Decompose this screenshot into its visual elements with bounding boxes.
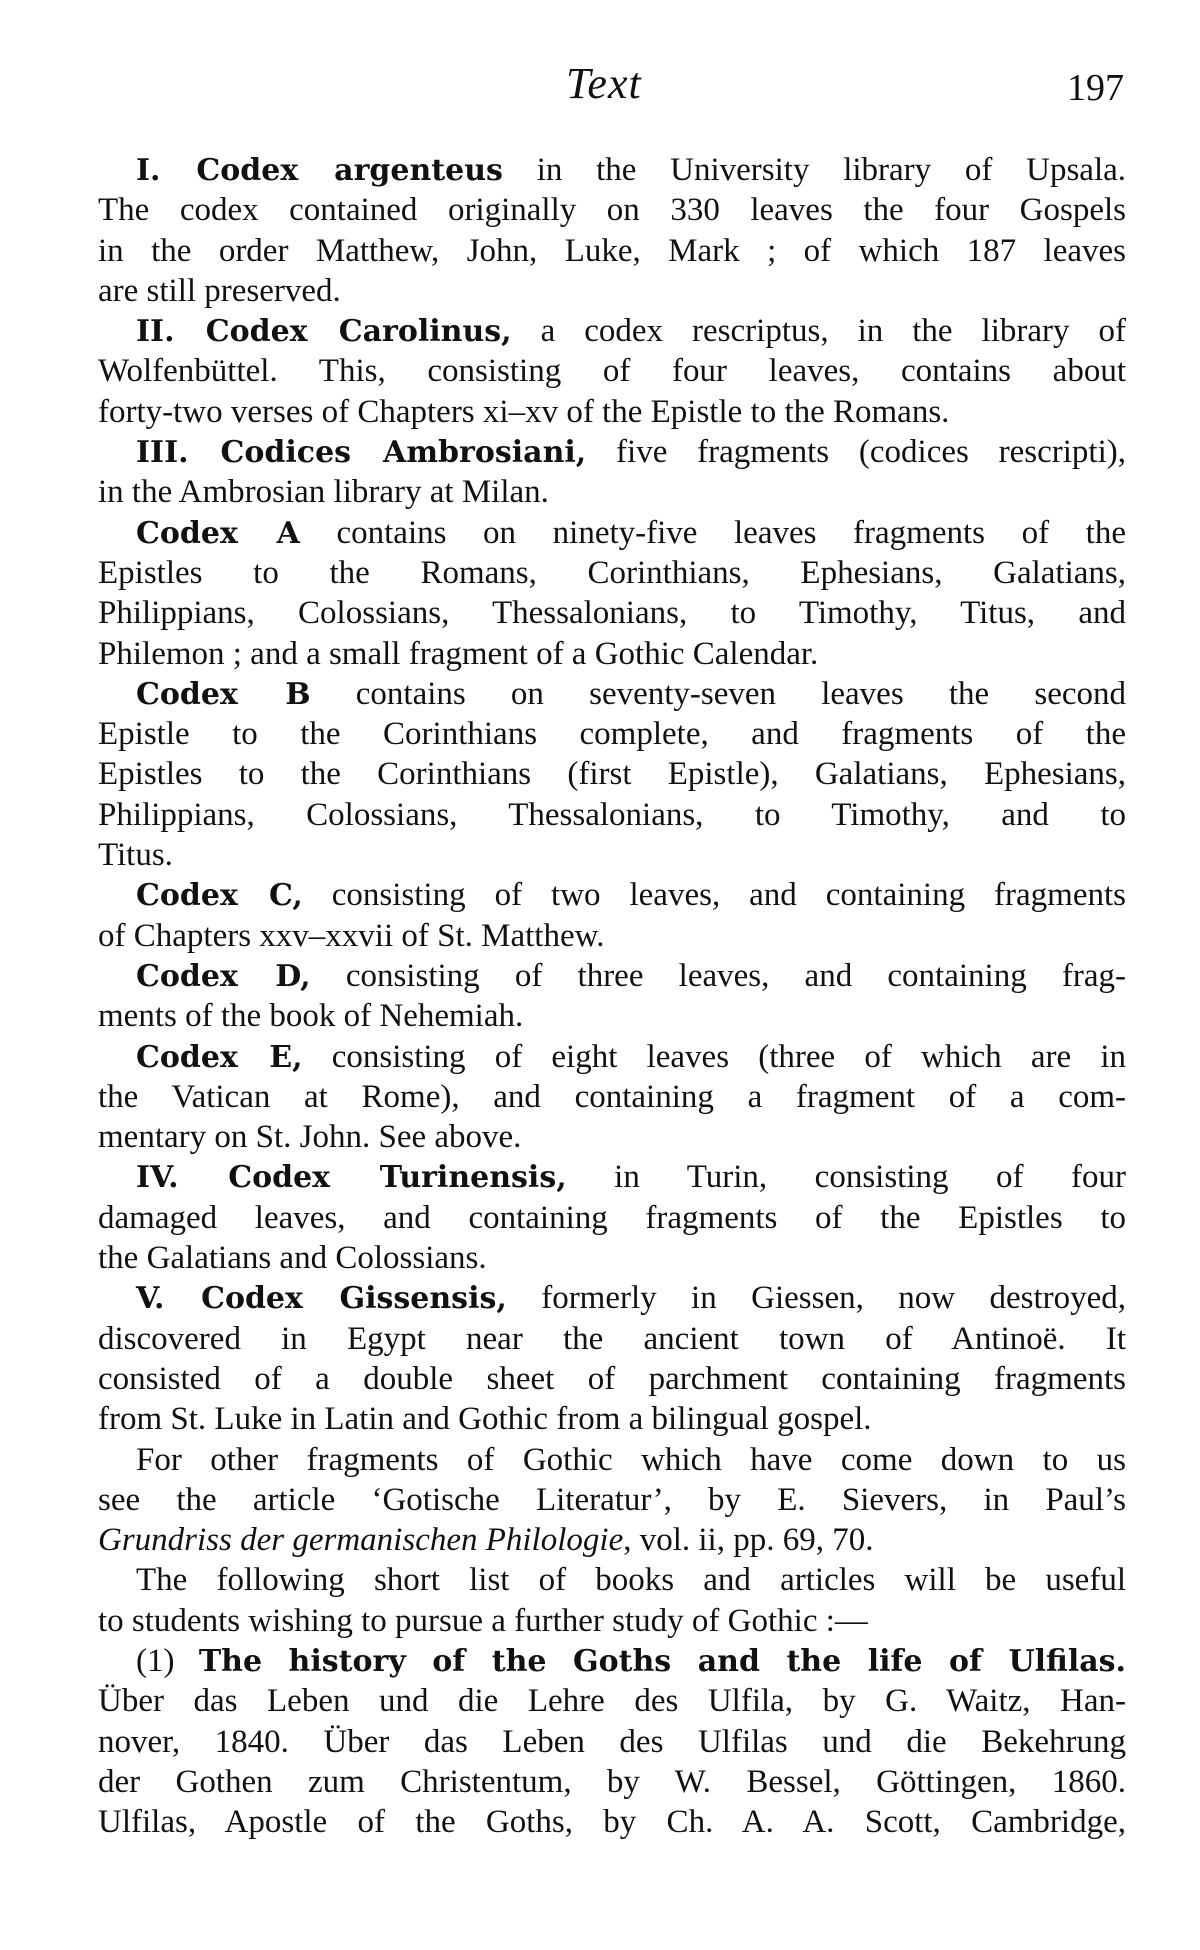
running-head (0, 58, 1200, 108)
body-text: formerly in Giessen, now destroyed, (506, 1280, 1127, 1317)
text-line (98, 1762, 1126, 1802)
body-text: in the order Matthew, John, Luke, Mark ; of which 187 leaves (98, 232, 1126, 269)
text-line (98, 1802, 1126, 1842)
text-line (98, 916, 1126, 956)
text-line (98, 271, 1126, 311)
body-text: nover, 1840. Über das Leben des Ulfilas und die Bekehrung (98, 1723, 1126, 1760)
bold-heading-text: IV. Codex Turinensis, (136, 1160, 567, 1196)
running-head-title: Text (566, 59, 642, 108)
body-text: Wolfenbüttel. This, consisting of four leaves, contains about (98, 353, 1126, 390)
text-line (98, 1601, 1126, 1641)
text-line (98, 674, 1126, 714)
text-line (98, 1641, 1126, 1681)
body-text: Epistles to the Corinthians (first Epistle), Galatians, Ephesians, (98, 756, 1126, 793)
text-line (98, 1440, 1126, 1480)
text-line (98, 1117, 1126, 1157)
text-line (98, 1077, 1126, 1117)
body-text: der Gothen zum Christentum, by W. Bessel, Göttingen, 1860. (98, 1763, 1126, 1800)
text-line (98, 311, 1126, 351)
text-line (98, 190, 1126, 230)
body-text: consisting of eight leaves (three of which are in (302, 1038, 1126, 1075)
body-text: contains on seventy-seven leaves the second (310, 675, 1126, 712)
text-line (98, 1520, 1126, 1560)
text-line (98, 714, 1126, 754)
body-text: (1) (136, 1642, 199, 1679)
italic-title-text: Grundriss der germanischen Philologie (98, 1522, 624, 1559)
body-text: forty-two verses of Chapters xi–xv of the Epistle to the Romans. (98, 393, 950, 430)
text-line (98, 1480, 1126, 1520)
text-line (98, 472, 1126, 512)
text-line (98, 1681, 1126, 1721)
bold-heading-text: Codex D, (136, 958, 311, 994)
body-text: see the article ‘Gotische Literatur’, by E. Sievers, in Paul’s (98, 1481, 1126, 1518)
body-text: in Turin, consisting of four (566, 1159, 1126, 1196)
body-text: Philemon ; and a small fragment of a Gothic Calendar. (98, 635, 819, 672)
bold-heading-text: The history of the Goths and the life of Ulfilas. (198, 1643, 1126, 1679)
bold-heading-text: Codex C, (136, 878, 303, 914)
body-text: a codex rescriptus, in the library of (511, 313, 1126, 350)
bold-heading-text: III. Codices Ambrosiani, (136, 435, 587, 471)
text-line (98, 553, 1126, 593)
body-text: Über das Leben und die Lehre des Ulfila, by G. Waitz, Han- (98, 1683, 1126, 1720)
body-text: of Chapters xxv–xxvii of St. Matthew. (98, 917, 605, 954)
text-line (98, 1157, 1126, 1197)
body-text: contains on ninety-five leaves fragments of the (299, 514, 1126, 551)
text-line (98, 835, 1126, 875)
text-line (98, 1238, 1126, 1278)
text-line (98, 392, 1126, 432)
body-text: damaged leaves, and containing fragments of the Epistles to (98, 1199, 1126, 1236)
text-line (98, 634, 1126, 674)
bold-heading-text: Codex B (136, 676, 311, 712)
body-text: Philippians, Colossians, Thessalonians, to Timothy, Titus, and (98, 595, 1126, 632)
body-text: to students wishing to pursue a further study of Gothic :— (98, 1602, 868, 1639)
body-text: five fragments (codices rescripti), (586, 434, 1126, 471)
text-line (98, 150, 1126, 190)
page-body-text (98, 150, 1126, 1842)
body-text: For other fragments of Gothic which have come down to us (136, 1441, 1126, 1478)
bold-heading-text: I. Codex argenteus (136, 153, 503, 188)
bold-heading-text: II. Codex Carolinus, (136, 314, 512, 350)
text-line (98, 1037, 1126, 1077)
text-line (98, 351, 1126, 391)
text-line (98, 432, 1126, 472)
text-line (98, 1560, 1126, 1600)
text-line (98, 956, 1126, 996)
body-text: from St. Luke in Latin and Gothic from a bilingual gospel. (98, 1401, 872, 1438)
body-text: Epistle to the Corinthians complete, and fragments of the (98, 716, 1126, 753)
body-text: consisted of a double sheet of parchment containing fragments (98, 1360, 1126, 1397)
body-text: mentary on St. John. See above. (98, 1119, 522, 1156)
bold-heading-text: V. Codex Gissensis, (136, 1281, 507, 1317)
body-text: in the University library of Upsala. (502, 152, 1127, 188)
body-text: consisting of three leaves, and containing frag- (310, 957, 1127, 994)
text-line (98, 1399, 1126, 1439)
text-line (98, 513, 1126, 553)
body-text: discovered in Egypt near the ancient town of Antinoë. It (98, 1320, 1126, 1357)
body-text: ments of the book of Nehemiah. (98, 998, 524, 1035)
text-line (98, 1198, 1126, 1238)
text-line (98, 593, 1126, 633)
page-number: 197 (1067, 67, 1124, 109)
text-line (98, 1319, 1126, 1359)
text-line (98, 795, 1126, 835)
text-line (98, 875, 1126, 915)
body-text: consisting of two leaves, and containing fragments (302, 877, 1126, 914)
body-text: the Vatican at Rome), and containing a fragment of a com- (98, 1078, 1126, 1115)
text-line (98, 1278, 1126, 1318)
body-text: the Galatians and Colossians. (98, 1240, 487, 1277)
body-text: , vol. ii, pp. 69, 70. (623, 1522, 874, 1559)
text-line (98, 1359, 1126, 1399)
body-text: Titus. (98, 837, 173, 874)
body-text: Ulfilas, Apostle of the Goths, by Ch. A. A. Scott, Cambridge, (98, 1804, 1126, 1841)
text-line (98, 996, 1126, 1036)
text-line (98, 231, 1126, 271)
bold-heading-text: Codex E, (136, 1039, 303, 1075)
text-line (98, 754, 1126, 794)
body-text: Philippians, Colossians, Thessalonians, to Timothy, and to (98, 796, 1126, 833)
body-text: Epistles to the Romans, Corinthians, Ephesians, Galatians, (98, 554, 1126, 591)
body-text: are still preserved. (98, 272, 341, 309)
body-text: The codex contained originally on 330 leaves the four Gospels (98, 192, 1126, 229)
body-text: in the Ambrosian library at Milan. (98, 474, 549, 511)
body-text: The following short list of books and articles will be useful (136, 1562, 1126, 1599)
text-line (98, 1722, 1126, 1762)
bold-heading-text: Codex A (136, 515, 300, 551)
